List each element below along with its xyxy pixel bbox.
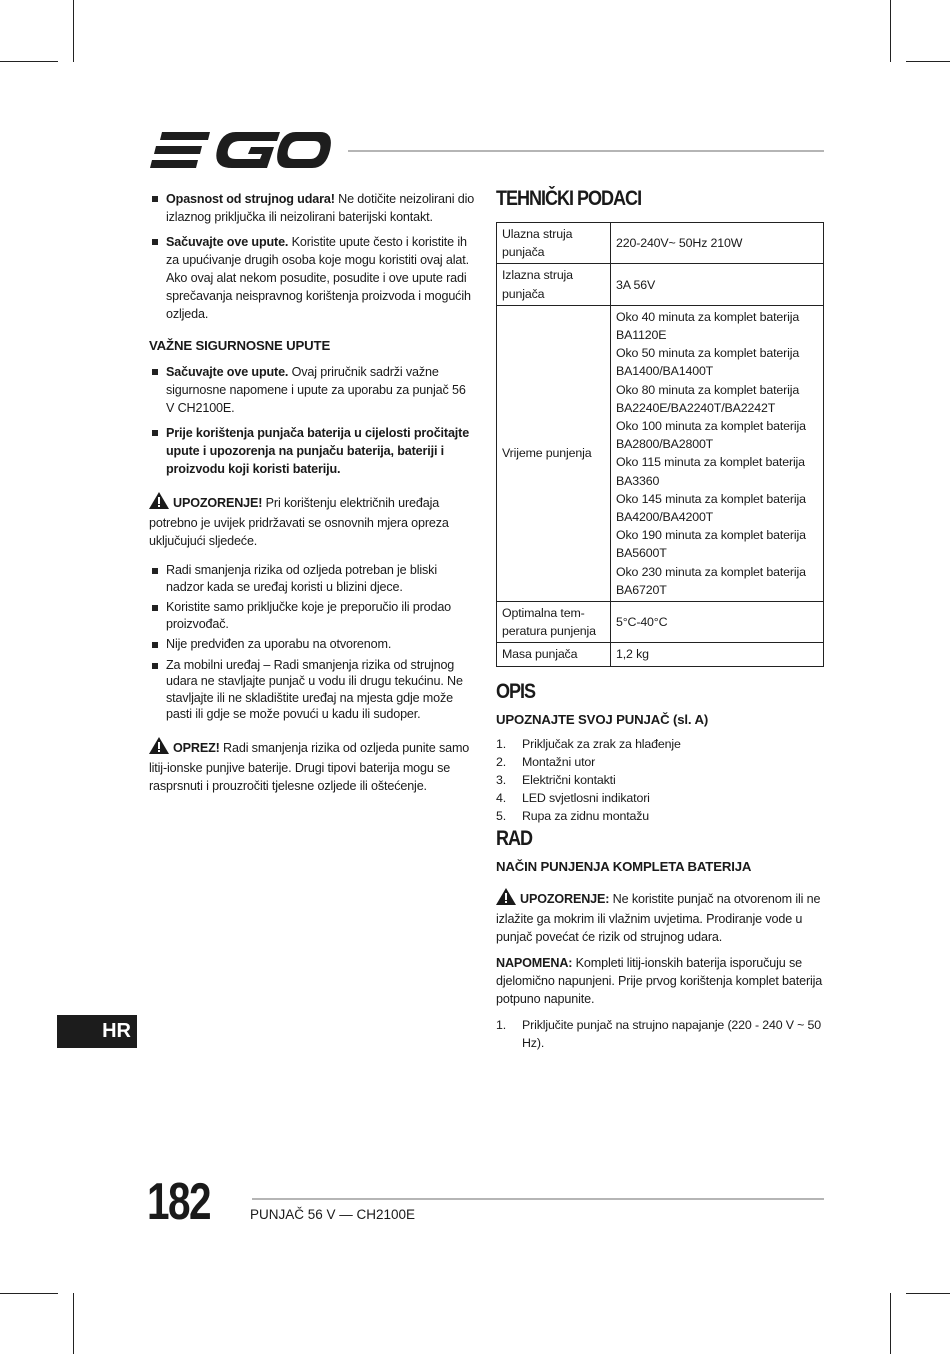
charge-time-line: Oko 115 minuta za komplet baterija BA3360	[616, 455, 805, 488]
caution-block: OPREZ! Radi smanjenja rizika od ozljeda punite samo litij-ionske punjive baterije. Drugi tipovi baterija mogu se rasprsnuti i prouzročiti tjelesne ozljede ili oštećenje.	[149, 737, 475, 795]
note-block: NAPOMENA: Kompleti litij-ionskih baterija isporučuju se djelomično napunjeni. Prije prvog korištenja komplet baterija potpuno napunite.	[496, 955, 823, 1006]
tech-heading: TEHNIČKI PODACI	[496, 187, 642, 210]
steps-list	[496, 1016, 826, 1052]
list-item: 3. Električni kontakti	[496, 773, 616, 788]
spec-value: 220-240V~ 50Hz 210W	[611, 223, 824, 264]
spec-value: 5°C-40°C	[611, 602, 824, 643]
warning-block: UPOZORENJE: Ne koristite punjač na otvorenom ili ne izlažite ga mokrim ili vlažnim uvjetima. Prodiranje vode u punjač povećat će rizik od strujnog udara.	[496, 888, 826, 946]
crop-mark	[890, 1293, 891, 1354]
list-item: Sačuvajte ove upute. Ovaj priručnik sadrži važne sigurnosne napomene i upute za uporabu za punjač 56 V CH2100E.	[149, 363, 475, 417]
spec-value: 3A 56V	[611, 264, 824, 305]
charge-time-line: Oko 230 minuta za komplet baterija BA6720T	[616, 564, 806, 597]
language-tab: HR	[57, 1015, 137, 1048]
right-column	[496, 187, 826, 1052]
rad-subheading: NAČIN PUNJENJA KOMPLETA BATERIJA	[496, 858, 752, 874]
spec-value	[611, 305, 824, 601]
table-row	[497, 264, 824, 305]
table-row	[497, 223, 824, 264]
opis-subheading: UPOZNAJTE SVOJ PUNJAČ (sl. A)	[496, 711, 709, 727]
list-item: Opasnost od strujnog udara! Ne dotičite neizolirani dio izlaznog priključka ili neizolirani baterijski kontakt.	[149, 190, 475, 226]
footer-rule	[252, 1198, 824, 1200]
list-item: 1. Priključak za zrak za hlađenje	[496, 736, 681, 751]
rad-heading: RAD	[496, 826, 533, 850]
warning-triangle-icon	[149, 737, 169, 759]
charge-time-line: Oko 190 minuta za komplet baterija BA5600T	[616, 528, 806, 561]
list-item: 4. LED svjetlosni indikatori	[496, 791, 650, 806]
spec-key: Izlazna struja punjača	[497, 264, 611, 305]
list-item: Nije predviđen za uporabu na otvorenom.	[149, 636, 475, 653]
header-rule	[348, 150, 824, 152]
crop-mark	[73, 1293, 74, 1354]
spec-key: Ulazna struja punjača	[497, 223, 611, 264]
spec-value: 1,2 kg	[611, 643, 824, 666]
crop-mark	[890, 0, 891, 62]
opis-heading: OPIS	[496, 679, 536, 703]
list-item: Koristite samo priključke koje je preporučio ili prodao proizvođač.	[149, 599, 475, 632]
table-row	[497, 643, 824, 666]
spec-key: Optimalna tem-peratura punjenja	[497, 602, 611, 643]
charge-time-line: Oko 50 minuta za komplet baterija BA1400/BA1400T	[616, 346, 800, 379]
spec-key: Masa punjača	[497, 643, 611, 666]
charge-time-line: Oko 80 minuta za komplet baterija BA2240E/BA2240T/BA2242T	[616, 382, 800, 415]
parts-list	[496, 735, 826, 826]
list-item: Sačuvajte ove upute. Koristite upute često i koristite ih za upućivanje drugih osoba koje mogu koristiti ovaj alat. Ako ovaj alat nekom posudite, posudite i ove upute radi sprečavanja neispravnog korištenja proizvoda i mogućih ozljeda.	[149, 233, 475, 323]
charge-time-line: Oko 40 minuta za komplet baterija BA1120E	[616, 309, 800, 343]
table-row	[497, 305, 824, 601]
page-number: 182	[147, 1173, 210, 1231]
warning-block: UPOZORENJE! Pri korištenju električnih uređaja potrebno je uvijek pridržavati se osnovnih mjera opreza uključujući sljedeće.	[149, 492, 475, 550]
list-item: 5. Rupa za zidnu montažu	[496, 809, 650, 824]
list-item: Za mobilni uređaj – Radi smanjenja rizika od strujnog udara ne stavljajte punjač u vodu ili drugu tekućinu. Ne stavljajte ili ne skladištite uređaj na mjesta gdje može pasti ili gdje se može povući u kadu ili sudoper.	[149, 657, 475, 723]
crop-mark	[73, 0, 74, 62]
spec-key: Vrijeme punjenja	[497, 305, 611, 601]
ego-logo	[150, 130, 332, 172]
footer-title: PUNJAČ 56 V — CH2100E	[250, 1207, 416, 1222]
list-item: 2. Montažni utor	[496, 754, 596, 769]
important-heading: VAŽNE SIGURNOSNE UPUTE	[149, 338, 331, 353]
charge-time-line: Oko 100 minuta za komplet baterija BA2800/BA2800T	[616, 419, 806, 452]
crop-mark	[0, 1293, 58, 1294]
list-item: Prije korištenja punjača baterija u cijelosti pročitajte upute i upozorenja na punjaču baterija, bateriji i proizvodu koji koristi bateriju.	[149, 424, 475, 478]
table-row	[497, 602, 824, 643]
list-item: 1. Priključite punjač na strujno napajanje (220 - 240 V ~ 50 Hz).	[496, 1017, 822, 1050]
crop-mark	[906, 61, 950, 62]
warning-triangle-icon	[149, 492, 169, 514]
crop-mark	[906, 1293, 950, 1294]
list-item: Radi smanjenja rizika od ozljeda potreban je bliski nadzor kada se uređaj koristi u blizini djece.	[149, 562, 475, 595]
spec-table	[496, 222, 824, 667]
left-column	[149, 190, 475, 807]
charge-time-line: Oko 145 minuta za komplet baterija BA4200/BA4200T	[616, 491, 806, 525]
warning-triangle-icon	[496, 888, 516, 910]
crop-mark	[0, 61, 58, 62]
